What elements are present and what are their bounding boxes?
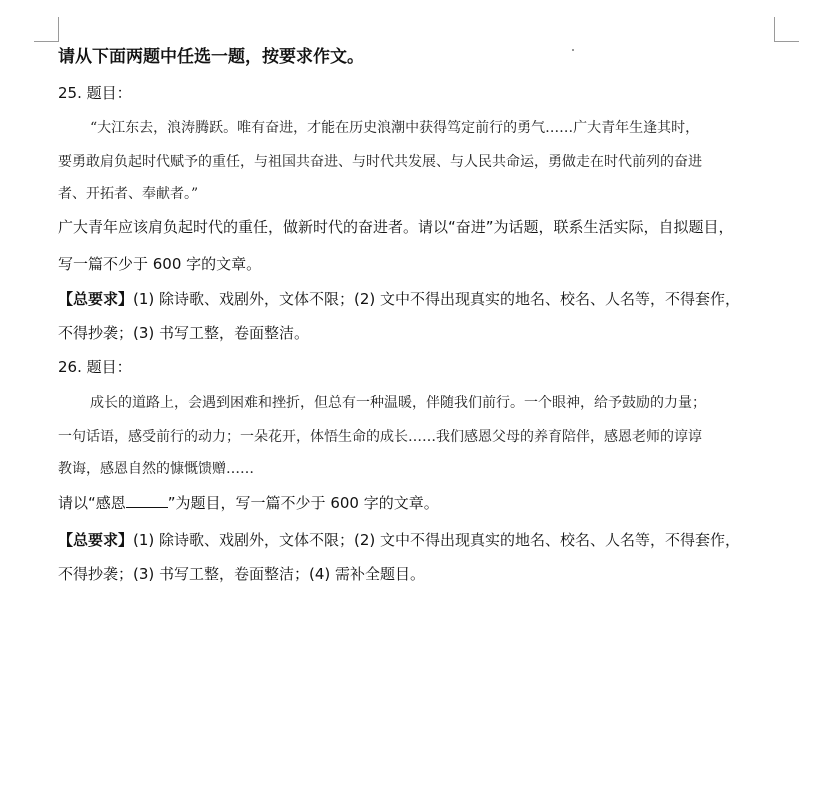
q25-quote-line-3: 者、开拓者、奉献者。” — [58, 186, 199, 202]
page-corner-mark-top-left — [34, 17, 59, 42]
q25-requirements-line-2: 不得抄袭；(3) 书写工整，卷面整洁。 — [58, 324, 310, 342]
q26-quote-line-1: 成长的道路上，会遇到困难和挫折，但总有一种温暖，伴随我们前行。一个眼神，给予鼓励的力量； — [90, 395, 706, 411]
page-corner-mark-top-right — [774, 17, 799, 42]
q26-quote-line-2: 一句话语，感受前行的动力；一朵花开，体悟生命的成长……我们感恩父母的养育陪伴，感恩老师的谆谆 — [58, 429, 702, 445]
q25-quote-line-2: 要勇敢肩负起时代赋予的重任，与祖国共奋进、与时代共发展、与人民共命运，勇做走在时代前列的奋进 — [58, 154, 702, 170]
q26-requirements-line-1 — [58, 530, 740, 550]
q26-requirements-text: (1) 除诗歌、戏剧外，文体不限；(2) 文中不得出现真实的地名、校名、人名等，不得套作， — [133, 531, 741, 549]
q25-number: 25. 题目： — [58, 84, 132, 102]
scan-speck — [572, 49, 574, 51]
q25-quote-line-1: “大江东去，浪涛腾跃。唯有奋进，才能在历史浪潮中获得笃定前行的勇气……广大青年生逢其时， — [90, 120, 700, 136]
q26-prompt-prefix: 请以“感恩 — [58, 494, 126, 512]
q26-requirements-line-2: 不得抄袭；(3) 书写工整，卷面整洁；(4) 需补全题目。 — [58, 565, 426, 583]
q26-number: 26. 题目： — [58, 358, 132, 376]
q25-requirements-text: (1) 除诗歌、戏剧外，文体不限；(2) 文中不得出现真实的地名、校名、人名等，不得套作， — [133, 290, 741, 308]
q25-requirements-line-1 — [58, 289, 740, 309]
q26-prompt-line — [58, 493, 439, 513]
title-blank — [126, 493, 168, 508]
q25-prompt-line-1: 广大青年应该肩负起时代的重任，做新时代的奋进者。请以“奋进”为话题，联系生活实际，自拟题目， — [58, 218, 734, 236]
q26-requirements-tag: 【总要求】 — [58, 531, 134, 549]
instruction-heading: 请从下面两题中任选一题，按要求作文。 — [58, 47, 364, 67]
q26-prompt-suffix: ”为题目，写一篇不少于 600 字的文章。 — [167, 494, 439, 512]
q26-quote-line-3: 教诲，感恩自然的慷慨馈赠…… — [58, 461, 254, 477]
q25-prompt-line-2: 写一篇不少于 600 字的文章。 — [58, 255, 262, 273]
q25-requirements-tag: 【总要求】 — [58, 290, 134, 308]
